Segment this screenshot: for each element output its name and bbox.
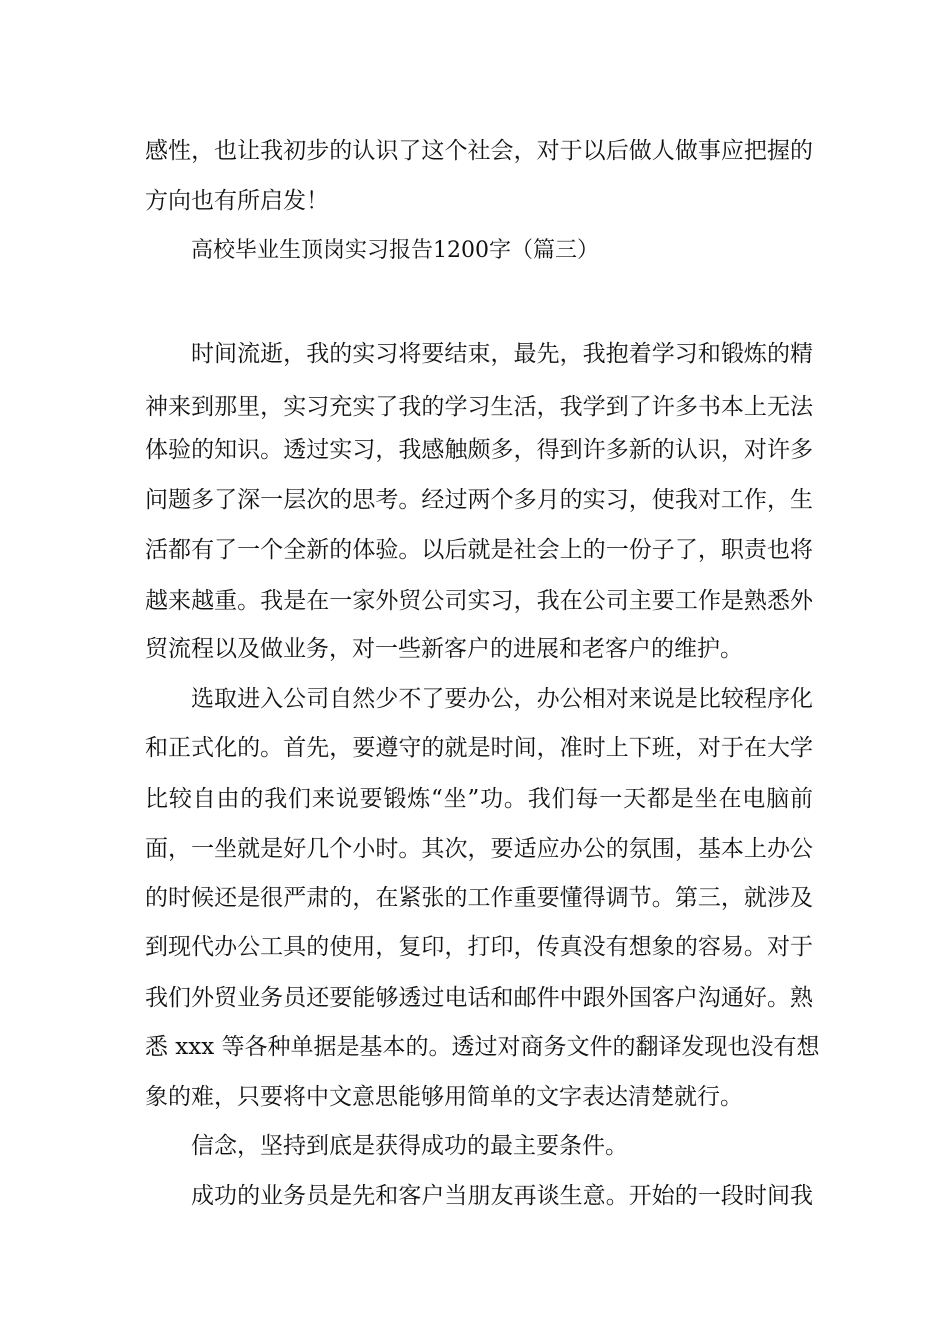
- paragraph-line: 问题多了深一层次的思考。经过两个多月的实习，使我对工作，生: [145, 487, 813, 513]
- paragraph-line: 面，一坐就是好几个小时。其次，要适应办公的氛围，基本上办公: [145, 836, 813, 862]
- paragraph-line: 方向也有所启发！: [145, 188, 329, 214]
- paragraph-line: 象的难，只要将中文意思能够用简单的文字表达清楚就行。: [145, 1084, 743, 1110]
- paragraph-line: 的时候还是很严肃的，在紧张的工作重要懂得调节。第三，就涉及: [145, 885, 813, 911]
- section-heading: 高校毕业生顶岗实习报告1200字（篇三）: [191, 238, 599, 263]
- paragraph-line: 越来越重。我是在一家外贸公司实习，我在公司主要工作是熟悉外: [145, 588, 813, 614]
- paragraph-line: 活都有了一个全新的体验。以后就是社会上的一份子了，职责也将: [145, 537, 813, 563]
- paragraph-line: 到现代办公工具的使用，复印，打印，传真没有想象的容易。对于: [145, 934, 813, 960]
- paragraph-line: 和正式化的。首先，要遵守的就是时间，准时上下班，对于在大学: [145, 735, 813, 761]
- paragraph-line: 成功的业务员是先和客户当朋友再谈生意。开始的一段时间我: [191, 1183, 813, 1209]
- paragraph-line: 比较自由的我们来说要锻炼“坐”功。我们每一天都是坐在电脑前: [145, 786, 813, 812]
- paragraph-line: 悉 xxx 等各种单据是基本的。透过对商务文件的翻译发现也没有想: [145, 1034, 820, 1060]
- paragraph-line: 信念，坚持到底是获得成功的最主要条件。: [191, 1133, 628, 1159]
- paragraph-line: 贸流程以及做业务，对一些新客户的进展和老客户的维护。: [145, 636, 743, 662]
- paragraph-line: 我们外贸业务员还要能够透过电话和邮件中跟外国客户沟通好。熟: [145, 985, 813, 1011]
- paragraph-line: 感性，也让我初步的认识了这个社会，对于以后做人做事应把握的: [145, 138, 813, 164]
- paragraph-line: 体验的知识。透过实习，我感触颇多，得到许多新的认识，对许多: [145, 437, 813, 463]
- paragraph-line: 时间流逝，我的实习将要结束，最先，我抱着学习和锻炼的精: [191, 341, 813, 367]
- paragraph-line: 选取进入公司自然少不了要办公，办公相对来说是比较程序化: [191, 686, 813, 712]
- paragraph-line: 神来到那里，实习充实了我的学习生活，我学到了许多书本上无法: [145, 394, 813, 420]
